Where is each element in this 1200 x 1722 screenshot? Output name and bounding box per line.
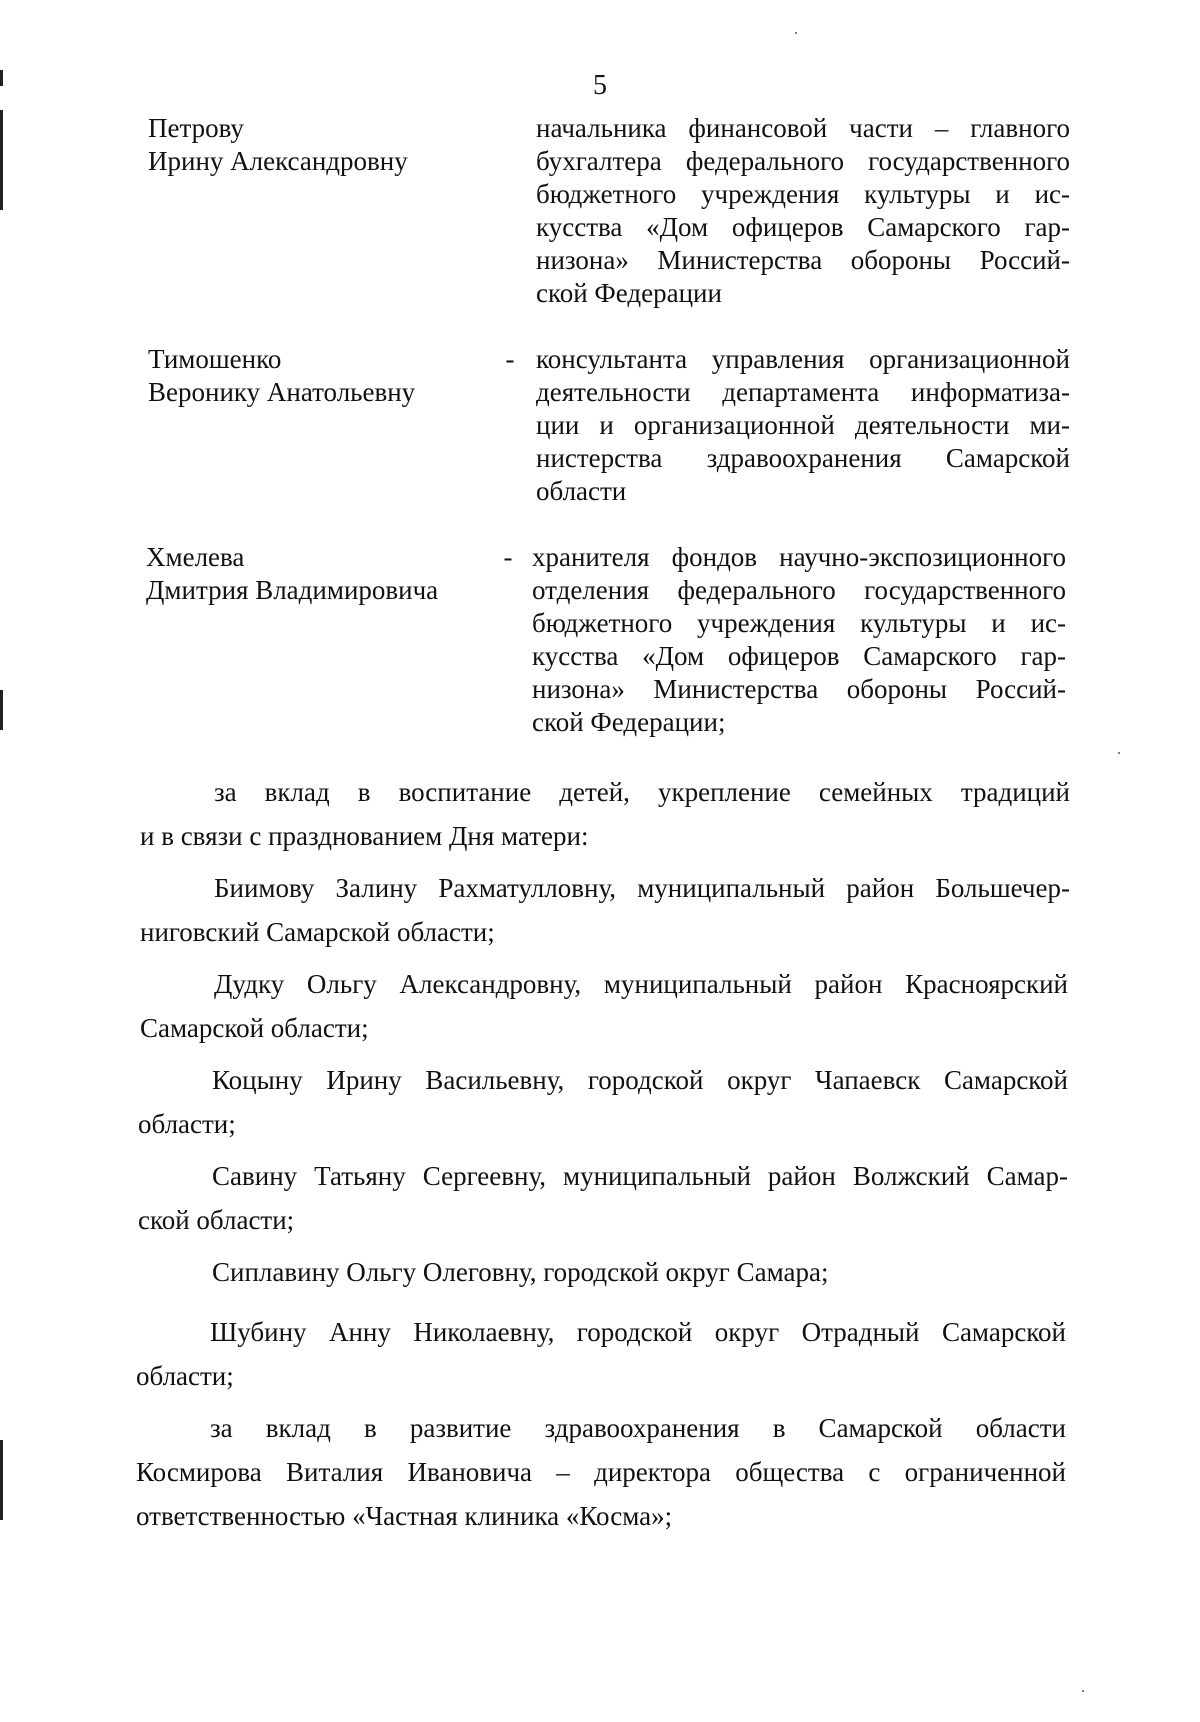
- paragraph-line: ской области;: [138, 1205, 295, 1235]
- description-line: низона» Министерства обороны Россий-: [536, 245, 1070, 275]
- paragraph-line: ответственностью «Частная клиника «Косма»;: [136, 1501, 673, 1531]
- description-line: нистерства здравоохранения Самарской: [536, 443, 1070, 473]
- description-line: ской Федерации;: [532, 707, 726, 737]
- paragraph-line: и в связи с празднованием Дня матери:: [140, 821, 589, 851]
- awardee-paragraph: [136, 1310, 1066, 1398]
- person-name: [148, 343, 478, 409]
- paragraph-line: Космирова Виталия Ивановича – директора общества с ограниченной: [136, 1457, 1066, 1487]
- paragraph-line: области;: [138, 1109, 236, 1139]
- paragraph-line: Коцыну Ирину Васильевну, городской округ Чапаевск Самарской: [212, 1065, 1068, 1095]
- dash-separator: -: [505, 344, 515, 374]
- paragraph-line: Сиплавину Ольгу Олеговну, городской округ Самара;: [212, 1257, 829, 1287]
- description-line: отделения федерального государственного: [532, 575, 1066, 605]
- position-description: [536, 112, 1070, 310]
- paragraph-line: Дудку Ольгу Александровну, муниципальный район Красноярский: [214, 969, 1068, 999]
- description-line: хранителя фондов научно-экспозиционного: [532, 542, 1066, 572]
- position-description: [536, 343, 1070, 508]
- awardee-paragraph: [138, 1058, 1068, 1146]
- awardee-paragraph: [140, 962, 1068, 1050]
- dash-separator: -: [503, 542, 513, 572]
- description-line: начальника финансовой части – главного: [536, 113, 1070, 143]
- person-name: [146, 541, 476, 607]
- description-line: деятельности департамента информатиза-: [536, 377, 1070, 407]
- paragraph-line: за вклад в воспитание детей, укрепление семейных традиций: [214, 777, 1070, 807]
- paragraph-line: Самарской области;: [140, 1013, 369, 1043]
- paragraph-line: ниговский Самарской области;: [140, 917, 495, 947]
- given-names: Веронику Анатольевну: [148, 377, 416, 407]
- description-line: ской Федерации: [536, 278, 722, 308]
- description-line: бюджетного учреждения культуры и ис-: [536, 179, 1070, 209]
- description-line: бюджетного учреждения культуры и ис-: [532, 608, 1066, 638]
- award-category-paragraph: [140, 770, 1070, 858]
- paragraph-line: за вклад в развитие здравоохранения в Самарской области: [210, 1413, 1066, 1443]
- surname: Тимошенко: [148, 344, 282, 374]
- scan-speck: [1082, 1690, 1084, 1692]
- description-line: бухгалтера федерального государственного: [536, 146, 1070, 176]
- paragraph-line: области;: [136, 1361, 234, 1391]
- description-line: области: [536, 476, 627, 506]
- scan-edge-mark: [0, 690, 3, 730]
- position-description: [532, 541, 1066, 739]
- description-line: ции и организационной деятельности ми-: [536, 410, 1070, 440]
- person-name: [148, 112, 478, 178]
- scan-speck: [795, 32, 797, 34]
- given-names: Дмитрия Владимировича: [146, 575, 439, 605]
- surname: Хмелева: [146, 542, 245, 572]
- description-line: кусства «Дом офицеров Самарского гар-: [536, 212, 1070, 242]
- scan-edge-mark: [0, 1440, 3, 1520]
- page-number: 5: [593, 70, 607, 101]
- awardee-paragraph: [138, 1250, 1068, 1294]
- given-names: Ирину Александровну: [148, 146, 408, 176]
- paragraph-line: Биимову Залину Рахматулловну, муниципальный район Большечер-: [214, 873, 1070, 903]
- description-line: консультанта управления организационной: [536, 344, 1070, 374]
- awardee-paragraph: [140, 866, 1070, 954]
- awardee-paragraph: [138, 1154, 1068, 1242]
- paragraph-line: Савину Татьяну Сергеевну, муниципальный район Волжский Самар-: [212, 1161, 1068, 1191]
- description-line: кусства «Дом офицеров Самарского гар-: [532, 641, 1066, 671]
- scan-edge-mark: [0, 110, 3, 210]
- description-line: низона» Министерства обороны Россий-: [532, 674, 1066, 704]
- paragraph-line: Шубину Анну Николаевну, городской округ Отрадный Самарской: [210, 1317, 1066, 1347]
- award-category-paragraph: [136, 1406, 1066, 1538]
- scan-speck: [1118, 752, 1120, 754]
- surname: Петрову: [148, 113, 244, 143]
